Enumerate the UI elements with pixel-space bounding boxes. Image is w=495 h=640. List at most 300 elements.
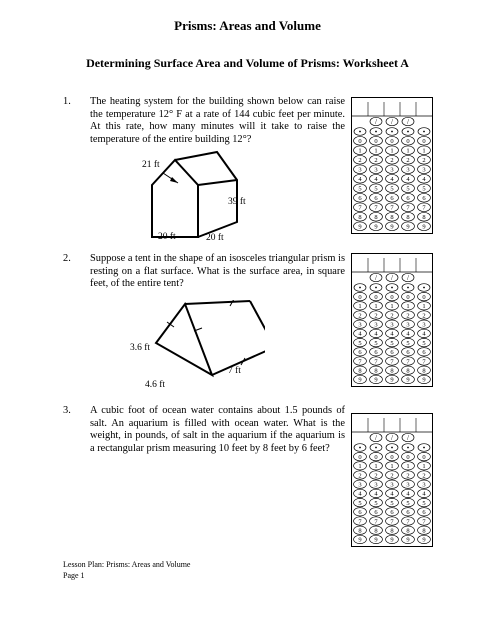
digit-bubble[interactable] [354, 203, 367, 212]
svg-text:7: 7 [358, 204, 362, 212]
svg-text:1: 1 [374, 463, 378, 471]
digit-bubble[interactable] [402, 471, 415, 480]
digit-bubble[interactable] [402, 480, 415, 489]
svg-text:0: 0 [374, 293, 378, 301]
svg-text:1: 1 [422, 147, 426, 155]
digit-bubble[interactable] [386, 146, 399, 155]
decimal-bubble[interactable] [386, 128, 398, 136]
digit-bubble[interactable] [418, 320, 431, 329]
digit-bubble[interactable] [370, 471, 383, 480]
digit-bubble[interactable] [354, 357, 367, 366]
digit-bubble[interactable] [402, 174, 415, 183]
digit-bubble[interactable] [354, 452, 367, 461]
svg-text:/: / [391, 274, 393, 282]
svg-text:6: 6 [374, 195, 378, 203]
digit-bubble[interactable] [354, 526, 367, 535]
digit-bubble[interactable] [402, 212, 415, 221]
svg-text:8: 8 [406, 527, 410, 535]
decimal-bubble[interactable] [354, 128, 366, 136]
digit-bubble[interactable] [418, 329, 431, 338]
digit-bubble[interactable] [402, 498, 415, 507]
digit-bubble[interactable] [370, 338, 383, 347]
digit-bubble[interactable] [370, 526, 383, 535]
digit-bubble[interactable] [370, 203, 383, 212]
digit-bubble[interactable] [418, 193, 431, 202]
digit-bubble[interactable] [370, 302, 383, 311]
decimal-bubble[interactable] [402, 284, 414, 292]
answer-grid-3[interactable] [351, 413, 433, 547]
slash-bubble[interactable] [370, 433, 382, 442]
svg-text:/: / [407, 434, 409, 442]
svg-text:0: 0 [374, 138, 378, 146]
digit-bubble[interactable] [418, 302, 431, 311]
svg-text:9: 9 [422, 376, 426, 384]
digit-bubble[interactable] [386, 174, 399, 183]
svg-text:3: 3 [406, 166, 410, 174]
svg-text:9: 9 [390, 536, 394, 544]
svg-text:6: 6 [358, 195, 362, 203]
digit-bubble[interactable] [402, 508, 415, 516]
decimal-bubble[interactable] [418, 444, 430, 452]
svg-text:9: 9 [406, 223, 410, 231]
digit-bubble[interactable] [354, 508, 367, 516]
svg-text:2: 2 [374, 472, 378, 480]
decimal-bubble[interactable] [354, 284, 366, 292]
digit-bubble[interactable] [386, 471, 399, 480]
svg-text:7: 7 [358, 358, 362, 366]
svg-text:4: 4 [374, 330, 378, 338]
digit-bubble[interactable] [370, 320, 383, 329]
label-wall-height: 39 ft [228, 197, 246, 207]
svg-text:4: 4 [406, 330, 410, 338]
svg-text:/: / [375, 274, 377, 282]
svg-text:8: 8 [422, 527, 426, 535]
svg-text:3: 3 [374, 166, 378, 174]
question-1-text: The heating system for the building shown below can raise the temperature 12° F at a rate of 144 cubic feet per minute. At this rate, how many minutes will it take to raise the temperature of the entire building 12°? [90, 96, 345, 145]
digit-bubble[interactable] [370, 174, 383, 183]
svg-text:7: 7 [406, 358, 410, 366]
digit-bubble[interactable] [354, 375, 367, 384]
digit-bubble[interactable] [386, 302, 399, 311]
slash-bubble[interactable] [370, 117, 382, 126]
svg-text:8: 8 [358, 527, 362, 535]
svg-text:1: 1 [358, 303, 362, 311]
svg-text:7: 7 [406, 518, 410, 526]
svg-text:4: 4 [406, 176, 410, 184]
digit-bubble[interactable] [402, 165, 415, 174]
svg-text:3: 3 [422, 481, 426, 489]
digit-bubble[interactable] [370, 480, 383, 489]
digit-bubble[interactable] [386, 329, 399, 338]
svg-text:4: 4 [422, 176, 426, 184]
digit-bubble[interactable] [370, 498, 383, 507]
decimal-bubble[interactable] [402, 444, 414, 452]
svg-text:4: 4 [390, 490, 394, 498]
svg-text:6: 6 [422, 195, 426, 203]
footer-page-number: Page 1 [63, 571, 85, 580]
answer-grid-2[interactable] [351, 253, 433, 387]
svg-text:5: 5 [406, 339, 410, 347]
digit-bubble[interactable] [402, 357, 415, 366]
digit-bubble[interactable] [418, 174, 431, 183]
svg-text:5: 5 [374, 339, 378, 347]
question-3-number: 3. [63, 405, 71, 416]
svg-text:5: 5 [390, 185, 394, 193]
svg-text:8: 8 [406, 214, 410, 222]
svg-text:9: 9 [374, 536, 378, 544]
svg-text:8: 8 [406, 367, 410, 375]
label-tent-side: 3.6 ft [130, 343, 151, 353]
digit-bubble[interactable] [354, 292, 367, 301]
digit-bubble[interactable] [402, 222, 415, 231]
digit-bubble[interactable] [370, 165, 383, 174]
svg-text:6: 6 [390, 195, 394, 203]
slash-bubble[interactable] [402, 117, 414, 126]
digit-bubble[interactable] [370, 508, 383, 516]
svg-text:0: 0 [406, 138, 410, 146]
svg-text:7: 7 [422, 204, 426, 212]
digit-bubble[interactable] [402, 452, 415, 461]
digit-bubble[interactable] [386, 212, 399, 221]
digit-bubble[interactable] [386, 526, 399, 535]
digit-bubble[interactable] [402, 535, 415, 544]
svg-text:0: 0 [406, 453, 410, 461]
svg-text:8: 8 [422, 367, 426, 375]
digit-bubble[interactable] [386, 320, 399, 329]
digit-bubble[interactable] [354, 535, 367, 544]
digit-bubble[interactable] [402, 292, 415, 301]
digit-bubble[interactable] [354, 471, 367, 480]
digit-bubble[interactable] [370, 212, 383, 221]
svg-text:0: 0 [358, 138, 362, 146]
digit-bubble[interactable] [418, 146, 431, 155]
svg-text:8: 8 [390, 214, 394, 222]
svg-text:6: 6 [406, 349, 410, 357]
svg-text:7: 7 [406, 204, 410, 212]
svg-text:9: 9 [406, 376, 410, 384]
svg-text:1: 1 [374, 303, 378, 311]
svg-text:8: 8 [374, 527, 378, 535]
digit-bubble[interactable] [418, 517, 431, 526]
decimal-bubble[interactable] [402, 128, 414, 136]
digit-bubble[interactable] [402, 302, 415, 311]
answer-grid-3-bubbles[interactable] [352, 414, 432, 546]
svg-text:0: 0 [422, 138, 426, 146]
svg-text:5: 5 [358, 339, 362, 347]
digit-bubble[interactable] [402, 203, 415, 212]
svg-text:0: 0 [422, 453, 426, 461]
digit-bubble[interactable] [386, 535, 399, 544]
label-roof-slant: 21 ft [142, 160, 160, 170]
digit-bubble[interactable] [386, 203, 399, 212]
digit-bubble[interactable] [402, 311, 415, 320]
svg-text:4: 4 [422, 330, 426, 338]
svg-text:2: 2 [406, 157, 410, 165]
decimal-bubble[interactable] [418, 128, 430, 136]
digit-bubble[interactable] [402, 526, 415, 535]
digit-bubble[interactable] [386, 184, 399, 193]
svg-text:1: 1 [406, 463, 410, 471]
digit-bubble[interactable] [402, 136, 415, 145]
svg-text:4: 4 [374, 490, 378, 498]
decimal-bubble[interactable] [370, 444, 382, 452]
digit-bubble[interactable] [354, 311, 367, 320]
digit-bubble[interactable] [354, 338, 367, 347]
digit-bubble[interactable] [402, 375, 415, 384]
digit-bubble[interactable] [354, 366, 367, 375]
digit-bubble[interactable] [386, 165, 399, 174]
svg-text:9: 9 [374, 223, 378, 231]
digit-bubble[interactable] [418, 366, 431, 375]
svg-text:1: 1 [390, 463, 394, 471]
digit-bubble[interactable] [402, 489, 415, 498]
slash-bubble[interactable] [386, 433, 398, 442]
digit-bubble[interactable] [354, 222, 367, 231]
svg-text:/: / [407, 274, 409, 282]
digit-bubble[interactable] [370, 357, 383, 366]
digit-bubble[interactable] [418, 526, 431, 535]
svg-text:5: 5 [422, 499, 426, 507]
digit-bubble[interactable] [418, 452, 431, 461]
svg-text:6: 6 [374, 509, 378, 517]
digit-bubble[interactable] [386, 338, 399, 347]
digit-bubble[interactable] [402, 366, 415, 375]
digit-bubble[interactable] [354, 165, 367, 174]
svg-text:5: 5 [358, 499, 362, 507]
digit-bubble[interactable] [354, 155, 367, 164]
svg-text:9: 9 [422, 536, 426, 544]
digit-bubble[interactable] [354, 193, 367, 202]
svg-text:4: 4 [358, 176, 362, 184]
svg-text:7: 7 [422, 358, 426, 366]
slash-bubble[interactable] [370, 273, 382, 282]
answer-grid-2-bubbles[interactable] [352, 254, 432, 386]
svg-text:9: 9 [374, 376, 378, 384]
digit-bubble[interactable] [354, 329, 367, 338]
digit-bubble[interactable] [370, 375, 383, 384]
svg-text:9: 9 [422, 223, 426, 231]
digit-bubble[interactable] [418, 165, 431, 174]
decimal-bubble[interactable] [386, 444, 398, 452]
svg-text:1: 1 [422, 463, 426, 471]
digit-bubble[interactable] [370, 311, 383, 320]
digit-bubble[interactable] [402, 462, 415, 471]
digit-bubble[interactable] [370, 329, 383, 338]
tent-triangle-face [156, 304, 212, 375]
digit-bubble[interactable] [354, 498, 367, 507]
svg-text:4: 4 [358, 490, 362, 498]
digit-bubble[interactable] [402, 320, 415, 329]
digit-bubble[interactable] [418, 212, 431, 221]
digit-bubble[interactable] [386, 136, 399, 145]
roof-eave-line [198, 180, 237, 185]
digit-bubble[interactable] [354, 348, 367, 357]
svg-text:1: 1 [358, 147, 362, 155]
digit-bubble[interactable] [386, 498, 399, 507]
digit-bubble[interactable] [418, 136, 431, 145]
svg-text:2: 2 [422, 157, 426, 165]
digit-bubble[interactable] [418, 498, 431, 507]
digit-bubble[interactable] [354, 517, 367, 526]
svg-text:/: / [407, 118, 409, 126]
svg-text:2: 2 [422, 312, 426, 320]
digit-bubble[interactable] [370, 535, 383, 544]
svg-text:0: 0 [390, 138, 394, 146]
svg-text:4: 4 [406, 490, 410, 498]
digit-bubble[interactable] [418, 375, 431, 384]
svg-text:5: 5 [406, 499, 410, 507]
digit-bubble[interactable] [386, 348, 399, 357]
digit-bubble[interactable] [418, 311, 431, 320]
svg-text:1: 1 [390, 147, 394, 155]
digit-bubble[interactable] [386, 357, 399, 366]
svg-text:3: 3 [406, 321, 410, 329]
question-3-text: A cubic foot of ocean water contains about 1.5 pounds of salt. An aquarium is filled with ocean water. What is the weight, in pounds, of salt in the aquarium if the aquarium is a rectangular prism measuring 10 feet by 8 feet by 6 feet? [90, 405, 345, 454]
svg-text:3: 3 [358, 481, 362, 489]
svg-text:9: 9 [358, 536, 362, 544]
svg-text:3: 3 [422, 166, 426, 174]
digit-bubble[interactable] [370, 222, 383, 231]
digit-bubble[interactable] [418, 357, 431, 366]
digit-bubble[interactable] [418, 184, 431, 193]
digit-bubble[interactable] [370, 136, 383, 145]
svg-text:2: 2 [358, 472, 362, 480]
svg-text:0: 0 [358, 293, 362, 301]
digit-bubble[interactable] [386, 193, 399, 202]
digit-bubble[interactable] [402, 146, 415, 155]
svg-text:7: 7 [358, 518, 362, 526]
digit-bubble[interactable] [354, 174, 367, 183]
digit-bubble[interactable] [402, 184, 415, 193]
digit-bubble[interactable] [386, 366, 399, 375]
digit-bubble[interactable] [370, 184, 383, 193]
building-figure [130, 140, 260, 245]
svg-text:4: 4 [374, 176, 378, 184]
svg-text:2: 2 [390, 312, 394, 320]
svg-text:7: 7 [390, 204, 394, 212]
label-front-width: 20 ft [158, 232, 176, 242]
digit-bubble[interactable] [418, 471, 431, 480]
svg-text:2: 2 [358, 312, 362, 320]
digit-bubble[interactable] [354, 212, 367, 221]
decimal-bubble[interactable] [418, 284, 430, 292]
svg-text:3: 3 [406, 481, 410, 489]
digit-bubble[interactable] [418, 222, 431, 231]
svg-text:8: 8 [374, 367, 378, 375]
svg-text:6: 6 [422, 349, 426, 357]
digit-bubble[interactable] [418, 480, 431, 489]
svg-text:8: 8 [358, 367, 362, 375]
digit-bubble[interactable] [370, 462, 383, 471]
digit-bubble[interactable] [370, 155, 383, 164]
digit-bubble[interactable] [402, 338, 415, 347]
label-side-depth: 20 ft [206, 233, 224, 243]
digit-bubble[interactable] [418, 338, 431, 347]
digit-bubble[interactable] [370, 348, 383, 357]
digit-bubble[interactable] [418, 348, 431, 357]
decimal-bubble[interactable] [370, 284, 382, 292]
svg-text:8: 8 [358, 214, 362, 222]
svg-text:2: 2 [390, 157, 394, 165]
digit-bubble[interactable] [354, 489, 367, 498]
digit-bubble[interactable] [354, 136, 367, 145]
svg-text:3: 3 [374, 321, 378, 329]
digit-bubble[interactable] [418, 462, 431, 471]
tent-back-edge [250, 301, 265, 347]
tent-ridge-line [185, 301, 250, 304]
digit-bubble[interactable] [386, 452, 399, 461]
digit-bubble[interactable] [370, 517, 383, 526]
svg-text:9: 9 [406, 536, 410, 544]
digit-bubble[interactable] [418, 508, 431, 516]
digit-bubble[interactable] [370, 366, 383, 375]
digit-bubble[interactable] [386, 489, 399, 498]
digit-bubble[interactable] [418, 489, 431, 498]
digit-bubble[interactable] [402, 517, 415, 526]
decimal-bubble[interactable] [370, 128, 382, 136]
svg-text:/: / [375, 434, 377, 442]
slash-bubble[interactable] [386, 117, 398, 126]
digit-bubble[interactable] [370, 452, 383, 461]
digit-bubble[interactable] [370, 193, 383, 202]
answer-grid-1[interactable] [351, 97, 433, 234]
decimal-bubble[interactable] [354, 444, 366, 452]
digit-bubble[interactable] [386, 311, 399, 320]
tent-figure [130, 300, 265, 390]
digit-bubble[interactable] [418, 535, 431, 544]
digit-bubble[interactable] [354, 462, 367, 471]
digit-bubble[interactable] [354, 302, 367, 311]
digit-bubble[interactable] [354, 146, 367, 155]
digit-bubble[interactable] [386, 222, 399, 231]
digit-bubble[interactable] [386, 292, 399, 301]
digit-bubble[interactable] [354, 320, 367, 329]
svg-text:2: 2 [358, 157, 362, 165]
digit-bubble[interactable] [402, 193, 415, 202]
decimal-bubble[interactable] [386, 284, 398, 292]
svg-text:6: 6 [390, 349, 394, 357]
svg-text:8: 8 [390, 527, 394, 535]
digit-bubble[interactable] [386, 155, 399, 164]
svg-text:3: 3 [374, 481, 378, 489]
svg-text:4: 4 [358, 330, 362, 338]
digit-bubble[interactable] [370, 489, 383, 498]
slash-bubble[interactable] [386, 273, 398, 282]
digit-bubble[interactable] [386, 517, 399, 526]
digit-bubble[interactable] [386, 462, 399, 471]
digit-bubble[interactable] [386, 508, 399, 516]
digit-bubble[interactable] [354, 184, 367, 193]
digit-bubble[interactable] [418, 292, 431, 301]
slash-bubble[interactable] [402, 273, 414, 282]
digit-bubble[interactable] [370, 292, 383, 301]
digit-bubble[interactable] [354, 480, 367, 489]
digit-bubble[interactable] [386, 375, 399, 384]
svg-text:1: 1 [390, 303, 394, 311]
digit-bubble[interactable] [418, 155, 431, 164]
svg-text:6: 6 [390, 509, 394, 517]
answer-grid-1-bubbles[interactable] [352, 98, 432, 233]
svg-text:3: 3 [390, 166, 394, 174]
digit-bubble[interactable] [386, 480, 399, 489]
digit-bubble[interactable] [402, 329, 415, 338]
svg-text:7: 7 [374, 358, 378, 366]
slash-bubble[interactable] [402, 433, 414, 442]
digit-bubble[interactable] [370, 146, 383, 155]
digit-bubble[interactable] [402, 155, 415, 164]
digit-bubble[interactable] [418, 203, 431, 212]
digit-bubble[interactable] [402, 348, 415, 357]
